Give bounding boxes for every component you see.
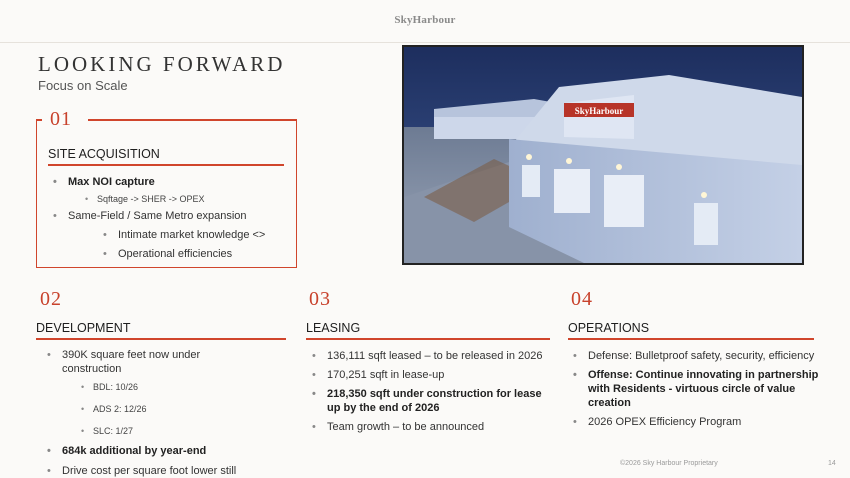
list-item: • Max NOI capture bbox=[68, 175, 288, 189]
box-top-rule-right bbox=[88, 119, 297, 121]
leasing-list bbox=[327, 349, 549, 434]
section-number-01: 01 bbox=[50, 108, 72, 130]
page-number: 14 bbox=[828, 460, 836, 467]
section-rule-01 bbox=[48, 164, 284, 166]
operations-list bbox=[588, 349, 820, 429]
list-item: • Offense: Continue innovating in partnership with Residents - virtuous circle of value creation bbox=[588, 368, 820, 410]
list-item: • Operational efficiencies bbox=[118, 247, 338, 261]
section-number-04: 04 bbox=[571, 288, 593, 310]
hangar-illustration bbox=[404, 47, 802, 263]
section-heading-operations: OPERATIONS bbox=[568, 321, 650, 335]
section-rule-04 bbox=[568, 338, 814, 340]
page-subtitle: Focus on Scale bbox=[38, 78, 128, 93]
section-number-02: 02 bbox=[40, 288, 62, 310]
list-item: • Drive cost per square foot lower still bbox=[62, 464, 262, 478]
section-rule-03 bbox=[306, 338, 550, 340]
list-item: • 170,251 sqft in lease-up bbox=[327, 368, 549, 382]
list-item: • Same-Field / Same Metro expansion bbox=[68, 209, 288, 223]
section-number-03: 03 bbox=[309, 288, 331, 310]
list-item: • BDL: 10/26 bbox=[93, 380, 293, 394]
list-item: • SLC: 1/27 bbox=[93, 424, 293, 438]
header-divider bbox=[0, 42, 850, 43]
section-heading-site-acquisition: SITE ACQUISITION bbox=[48, 147, 160, 161]
section-heading-development: DEVELOPMENT bbox=[36, 321, 131, 335]
box-top-rule-left bbox=[36, 119, 42, 121]
list-item: • Team growth – to be announced bbox=[327, 420, 549, 434]
list-item: • 136,111 sqft leased – to be released in 2026 bbox=[327, 349, 549, 363]
development-list bbox=[62, 348, 262, 478]
list-item: • Intimate market knowledge <> bbox=[118, 228, 338, 242]
list-item: • 390K square feet now under construction bbox=[62, 348, 262, 376]
list-item: • Defense: Bulletproof safety, security, efficiency bbox=[588, 349, 820, 363]
site-acquisition-list bbox=[68, 175, 288, 261]
photo-sign: SkyHarbour bbox=[574, 106, 624, 116]
section-heading-leasing: LEASING bbox=[306, 321, 361, 335]
list-item: • 2026 OPEX Efficiency Program bbox=[588, 415, 820, 429]
hangar-photo bbox=[402, 45, 804, 265]
section-rule-02 bbox=[36, 338, 286, 340]
list-item: • 218,350 sqft under construction for lease up by the end of 2026 bbox=[327, 387, 549, 415]
brand-logo: SkyHarbour bbox=[394, 14, 456, 26]
page-title: LOOKING FORWARD bbox=[38, 52, 286, 76]
list-item: • Sqftage -> SHER -> OPEX bbox=[97, 192, 317, 206]
list-item: • 684k additional by year-end bbox=[62, 444, 262, 458]
list-item: • ADS 2: 12/26 bbox=[93, 402, 293, 416]
footer-copyright: ©2026 Sky Harbour Proprietary bbox=[620, 460, 718, 467]
